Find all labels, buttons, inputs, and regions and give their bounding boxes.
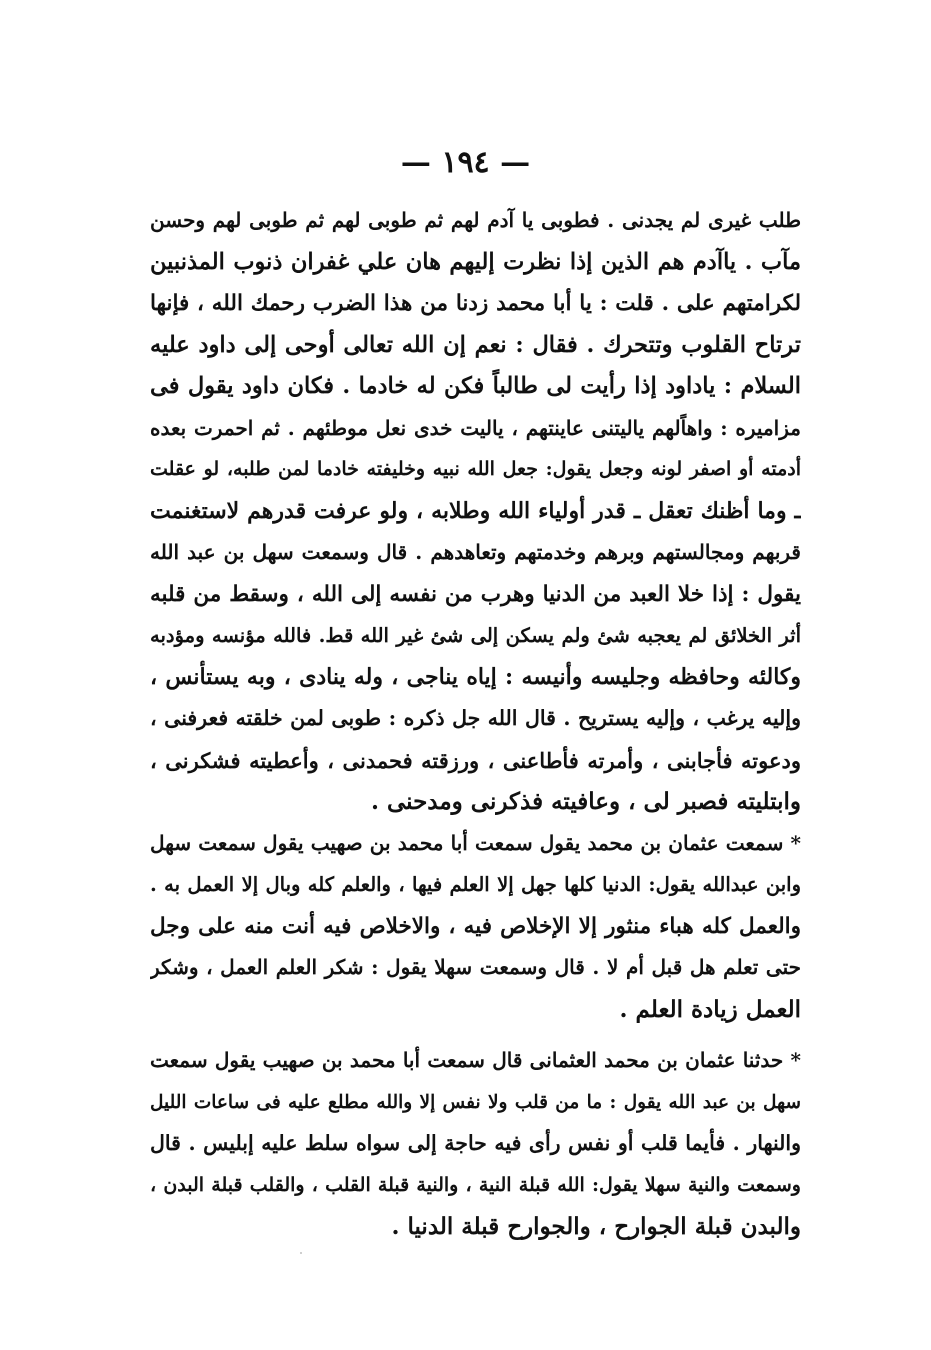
text-line: ـ وما أظنك تعقل ـ قدر أولياء الله وطلابه ، ولو عرفت قدرهم لاستغنمت	[150, 497, 801, 524]
text-line: سهل بن عبد الله يقول : ما من قلب ولا نفس إلا والله مطلع عليه فى ساعات الليل	[150, 1091, 801, 1113]
text-line: * سمعت عثمان بن محمد يقول سمعت أبا محمد بن صهيب يقول سمعت سهل	[150, 830, 801, 855]
text-line: وكالئه وحافظه وجليسه وأنيسه : إياه يناجى ، وله ينادى ، وبه يستأنس ،	[150, 663, 801, 690]
text-line: ودعوته فأجابنى ، وأمرته فأطاعنى ، ورزقته فحمدنى ، وأعطيته فشكرنى ،	[150, 747, 801, 773]
text-line: والبدن قبلة الجوارح ، والجوارح قبلة الدنيا .	[391, 1213, 801, 1240]
text-line: حتى تعلم هل قبل أم لا . قال وسمعت سهلا يقول : شكر العلم العمل ، وشكر	[150, 955, 801, 979]
text-line: وإليه يرغب ، وإليه يستريح . قال الله جل ذكره : طوبى لمن خلقته فعرفنى ،	[150, 706, 801, 730]
text-line: وابتليته فصبر لى ، وعافيته فذكرنى ومدحنى .	[370, 788, 801, 815]
text-line: العمل زيادة العلم .	[619, 995, 801, 1023]
text-line: والنهار . فأيما قلب أو نفس رأى فيه حاجة إلى سواه سلط عليه إبليس . قال	[150, 1131, 801, 1155]
text-line: والعمل كله هباء منثور إلا الإخلاص فيه ، والاخلاص فيه أنت منه على وجل	[150, 913, 801, 939]
text-line: لكرامتهم على . قلت : يا أبا محمد زدنا من هذا الضرب رحمك الله ، فإنها	[150, 291, 801, 316]
text-line: مآب . ياآدم هم الذين إذا نظرت إليهم هان علي غفران ذنوب المذنبين	[150, 248, 801, 275]
text-line: قربهم ومجالستهم وبرهم وخدمتهم وتعاهدهم . قال وسمعت سهل بن عبد الله	[150, 540, 801, 564]
scan-artifact	[300, 1252, 302, 1254]
text-line: أدمته أو اصفر لونه وجعل يقول: جعل الله نبيه وخليفته خادما لمن طلبه، لو عقلت	[150, 458, 801, 480]
page-number: — ١٩٤ —	[400, 145, 531, 180]
text-line: وسمعت والنية سهلا يقول: الله قبلة النية ، والنية قبلة القلب ، والقلب قبلة البدن ،	[150, 1173, 801, 1196]
text-line: وابن عبدالله يقول: الدنيا كلها جهل إلا العلم فيها ، والعلم كله وبال إلا العمل به .	[150, 873, 801, 896]
text-line: أثر الخلائق لم يعجبه شئ ولم يسكن إلى شئ غير الله قط. فالله مؤنسه ومؤدبه	[150, 624, 801, 647]
text-line: السلام : ياداود إذا رأيت لى طالباً فكن له خادما . فكان داود يقول فى	[150, 373, 801, 399]
text-line: يقول : إذا خلا العبد من الدنيا وهرب من نفسه إلى الله ، وسقط من قلبه	[150, 581, 801, 607]
text-line: طلب غيرى لم يجدنى . فطوبى يا آدم لهم ثم طوبى لهم ثم طوبى لهم وحسن	[150, 208, 801, 232]
text-line: ترتاح القلوب وتتحرك . فقال : نعم إن الله تعالى أوحى إلى داود عليه	[150, 331, 801, 358]
text-line: * حدثنا عثمان بن محمد العثمانى قال سمعت أبا محمد بن صهيب يقول سمعت	[150, 1048, 801, 1072]
text-line: مزاميره : واهاًلهم ياليتنى عاينتهم ، ياليت خدى نعل موطئهم . ثم احمرت بعده	[150, 415, 801, 440]
body-text	[150, 200, 801, 1248]
